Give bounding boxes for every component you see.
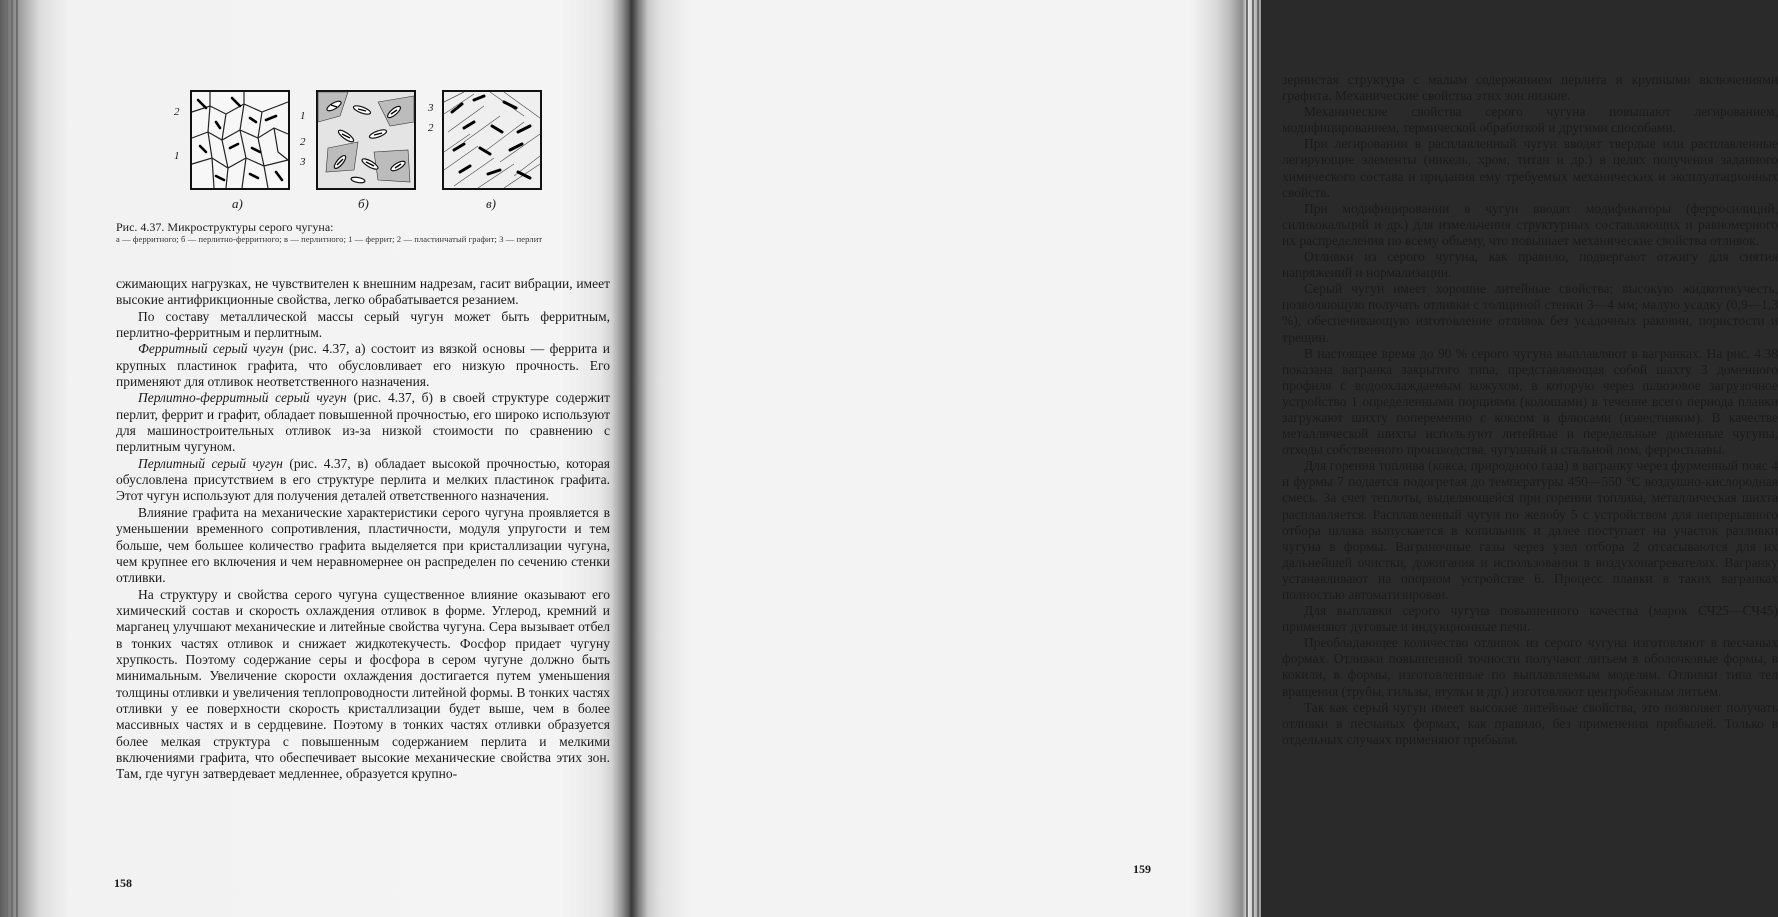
- callout-label: 1: [174, 150, 180, 162]
- paragraph-body: (рис. 4.37, б) в своей структуре содержит перлит, феррит и графит, обладает повышенной прочностью, его широко используют для машиностроительных отливок из-за низкой стоимости по сравнению с перлитным чугуном.: [116, 390, 610, 455]
- page-number-left: 158: [114, 876, 132, 890]
- figure-sublabel-c: в): [486, 196, 496, 211]
- paragraph: [116, 456, 610, 505]
- book-gutter-shadow: [612, 0, 648, 917]
- micrograph-b: [316, 90, 416, 190]
- micrograph-c: [442, 90, 542, 190]
- right-page-text: [1282, 72, 1778, 748]
- callout-label: 3: [300, 156, 306, 168]
- callout-label: 3: [428, 102, 434, 114]
- paragraph: На структуру и свойства серого чугуна существенное влияние оказывают его химический состав и скорость охлаждения отливок в форме. Углерод, кремний и марганец улучшают механические и литейные свойства чугуна. Сера вызывает отбел в тонких частях отливок и снижает жидкотекучесть. Фосфор придает чугуну хрупкость. Поэтому содержание серы и фосфора в сером чугуне должно быть минимальным. Увеличение скорости охлаждения достигается путем уменьшения толщины отливки и увеличения теплопроводности литейной формы. В тонких частях отливки у ее поверхности скорость кристаллизации будет выше, чем в более массивных частях и в сердцевине. Поэтому в тонких частях отливки образуется более мелкая структура с повышенным содержанием перлита и мелкими включениями графита, что обеспечивает высокие механические свойства этих зон. Там, где чугун затвердевает медленнее, образуется крупно-: [116, 586, 610, 782]
- figure-sublabel-b: б): [358, 196, 369, 211]
- italic-term: Перлитный серый чугун: [138, 455, 283, 471]
- page-edge: [11, 0, 13, 917]
- paragraph: Преобладающее количество отливок из серого чугуна изготовляют в песчаных формах. Отливки повышенной точности получают литьем в оболочковые формы, в кокили, в формы, изготовленные по выплавляемым моделям. Отливки типа тел вращения (трубы, гильзы, втулки и др.) изготовляют центробежным литьем.: [1282, 635, 1778, 699]
- caption-title: Рис. 4.37. Микроструктуры серого чугуна:: [116, 220, 334, 234]
- italic-term: Перлитно-ферритный серый чугун: [138, 390, 347, 406]
- page-edge: [1252, 0, 1254, 917]
- figure-caption: [116, 221, 616, 245]
- paragraph: Для выплавки серого чугуна повышенного качества (марок СЧ25—СЧ45) применяют дуговые и индукционные печи.: [1282, 603, 1778, 635]
- paragraph: Серый чугун имеет хорошие литейные свойства; высокую жидкотекучесть, позволяющую получать отливки с толщиной стенки 3—4 мм; малую усадку (0,9—1,3 %), обеспечивающую изготовление отливок без усадочных раковин, пористости и трещин.: [1282, 281, 1778, 345]
- paragraph: При модифицировании в чугун вводят модификаторы (ферросилиций, силикокальций и др.) для измельчения структурных составляющих и равномерного их распределения по всему объему, что повышает механические свойства отливок.: [1282, 200, 1778, 248]
- paragraph: [116, 341, 610, 390]
- paragraph: Так как серый чугун имеет высокие литейные свойства, это позволяет получать отливки в песчаных формах, как правило, без применения прибылей. Только в отдельных случаях применяют прибыли.: [1282, 699, 1778, 747]
- right-page: [630, 0, 1778, 917]
- page-edge: [1257, 0, 1259, 917]
- callout-label: 2: [428, 122, 434, 134]
- paragraph: зернистая структура с малым содержанием перлита и крупными включениями графита. Механические свойства этих зон низкие.: [1282, 72, 1778, 104]
- callout-label: 2: [300, 136, 306, 148]
- left-page-text: [116, 276, 610, 783]
- micrograph-a-image: [192, 92, 288, 188]
- paragraph: сжимающих нагрузках, не чувствителен к внешним надрезам, гасит вибрации, имеет высокие антифрикционные свойства, легко обрабатывается резанием.: [116, 276, 610, 308]
- paragraph: При легировании в расплавленный чугун вводят твердые или расплавленные легирующие элементы (никель, хром, титан и др.) в целях получения заданного химического состава и придания ему требуемых механических и эксплуатационных свойств.: [1282, 136, 1778, 200]
- figure-sublabel-a: а): [232, 196, 243, 211]
- page-edge: [16, 0, 18, 917]
- paragraph: Влияние графита на механические характеристики серого чугуна проявляется в уменьшении временного сопротивления, пластичности, модуля упругости и тем больше, чем большее количество графита выделяется при кристаллизации чугуна, чем крупнее его включения и чем неравномернее он распределен по сечению стенки отливки.: [116, 504, 610, 586]
- paragraph: По составу металлической массы серый чугун может быть ферритным, перлитно-ферритным и перлитным.: [116, 308, 610, 341]
- page-number-right: 159: [1133, 862, 1151, 876]
- left-page: [0, 0, 630, 917]
- paragraph: Отливки из серого чугуна, как правило, подвергают отжигу для снятия напряжений и нормализации.: [1282, 249, 1778, 281]
- paragraph-body: (рис. 4.37, в) обладает высокой прочностью, которая обусловлена присутствием в его структуре перлита и мелких пластинок графита. Этот чугун используют для получения деталей ответственного назначения.: [116, 455, 611, 504]
- callout-label: 2: [174, 106, 180, 118]
- page-edge: [1246, 0, 1248, 917]
- paragraph: Механические свойства серого чугуна повышают легированием, модифицированием, термической обработкой и другими способами.: [1282, 104, 1778, 136]
- figure-4-37: [150, 80, 570, 220]
- italic-term: Ферритный серый чугун: [138, 341, 284, 357]
- paragraph-body: (рис. 4.37, а) состоит из вязкой основы — феррита и крупных пластинок графита, что обусловливает его низкую прочность. Его применяют для отливок неответственного назначения.: [116, 341, 610, 390]
- caption-legend: а — ферритного; б — перлитно-ферритного; в — перлитного; 1 — феррит; 2 — пластинчатый графит; 3 — перлит: [116, 234, 543, 244]
- callout-label: 1: [300, 110, 306, 122]
- paragraph: В настоящее время до 90 % серого чугуна выплавляют в вагранках. На рис. 4.38 показана вагранка закрытого типа, представляющая собой шахту 3 доменного профиля с водоохлаждаемым кожухом, в которую через шлюзовое загрузочное устройство 1 определенными порциями (колошами) в течение всего периода плавки загружают шихту попеременно с коксом и флюсами (известняком). В качестве металлической шихты используют литейные и передельные доменные чугуны, отходы собственного производства, чугунный и стальной лом, ферросплавы.: [1282, 345, 1778, 458]
- paragraph: Для горения топлива (кокса, природного газа) в вагранку через фурменный пояс 4 и фурмы 7 подается подогретая до температуры 450—550 °С воздушно-кислородная смесь. За счет теплоты, выделяющейся при горении топлива, металлическая шихта расплавляется. Расплавленный чугун по желобу 5 с устройством для непрерывного отбора шлака выпускается в копильник и далее поступает на участок разливки чугуна в формы. Ваграночные газы через узел отбора 2 отсасываются для их дальнейшей очистки, дожигания и использования в воздухонагревателях. Вагранку устанавливают на опорном устройстве 6. Процесс плавки в таких вагранках полностью автоматизирован.: [1282, 458, 1778, 602]
- micrograph-c-image: [444, 92, 540, 188]
- micrograph-a: [190, 90, 290, 190]
- page-edge: [6, 0, 8, 917]
- micrograph-b-image: [318, 92, 414, 188]
- paragraph: [116, 390, 610, 455]
